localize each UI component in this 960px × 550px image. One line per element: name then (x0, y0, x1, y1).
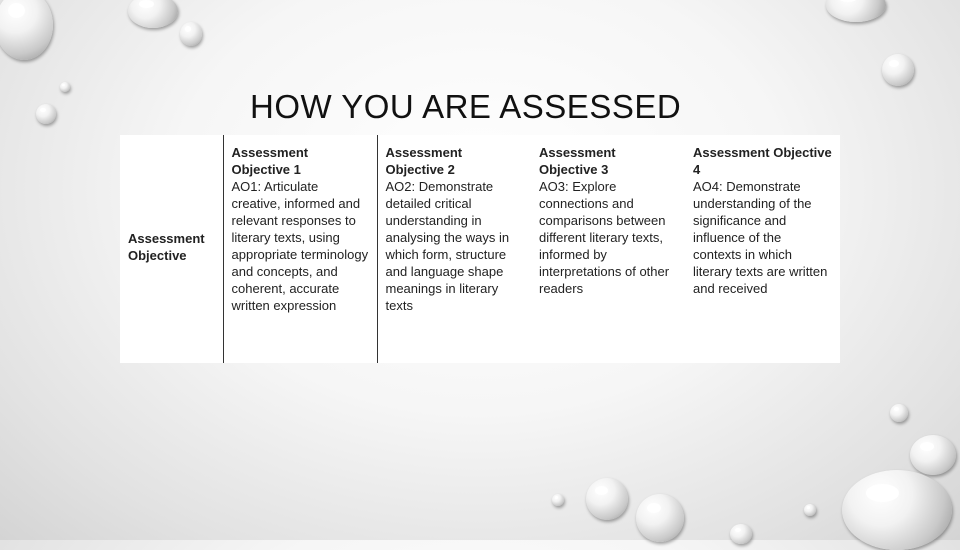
table-cell-ao1 (223, 135, 377, 363)
water-drop (586, 478, 628, 520)
water-drop (910, 435, 956, 475)
objective-description: AO4: Demonstrate understanding of the significance and influence of the contexts in which literary texts are written and received (693, 179, 828, 296)
objective-description: AO3: Explore connections and comparisons between different literary texts, informed by interpretations of other readers (539, 179, 670, 296)
objective-heading: Assessment Objective 2 (385, 145, 463, 177)
water-drop (890, 404, 908, 422)
assessment-table (120, 135, 840, 363)
row-header: Assessment Objective (120, 135, 223, 363)
water-drop (826, 0, 886, 22)
objective-heading: Assessment Objective 1 (231, 145, 309, 177)
water-drop (882, 54, 914, 86)
objective-description: AO1: Articulate creative, informed and relevant responses to literary texts, using appropriate terminology and concepts, and coherent, accurate written expression (231, 179, 369, 313)
water-drop (730, 524, 752, 544)
table-cell-ao2 (377, 135, 531, 363)
water-drop (128, 0, 178, 28)
objective-heading: Assessment Objective 4 (693, 145, 832, 177)
water-drop (842, 470, 952, 550)
water-drop (804, 504, 816, 516)
table-cell-ao3 (531, 135, 685, 363)
objective-description: AO2: Demonstrate detailed critical understanding in analysing the ways in which form, structure and language shape meanings in literary texts (385, 179, 510, 313)
water-drop (0, 0, 53, 60)
water-drop (36, 104, 56, 124)
water-drop (636, 494, 684, 542)
table-cell-ao4 (685, 135, 840, 363)
water-drop (552, 494, 564, 506)
table-row (120, 135, 840, 363)
water-drop (180, 22, 202, 46)
water-drop (60, 82, 70, 92)
slide-title: HOW YOU ARE ASSESSED (250, 88, 682, 125)
objective-heading: Assessment Objective 3 (539, 145, 616, 177)
